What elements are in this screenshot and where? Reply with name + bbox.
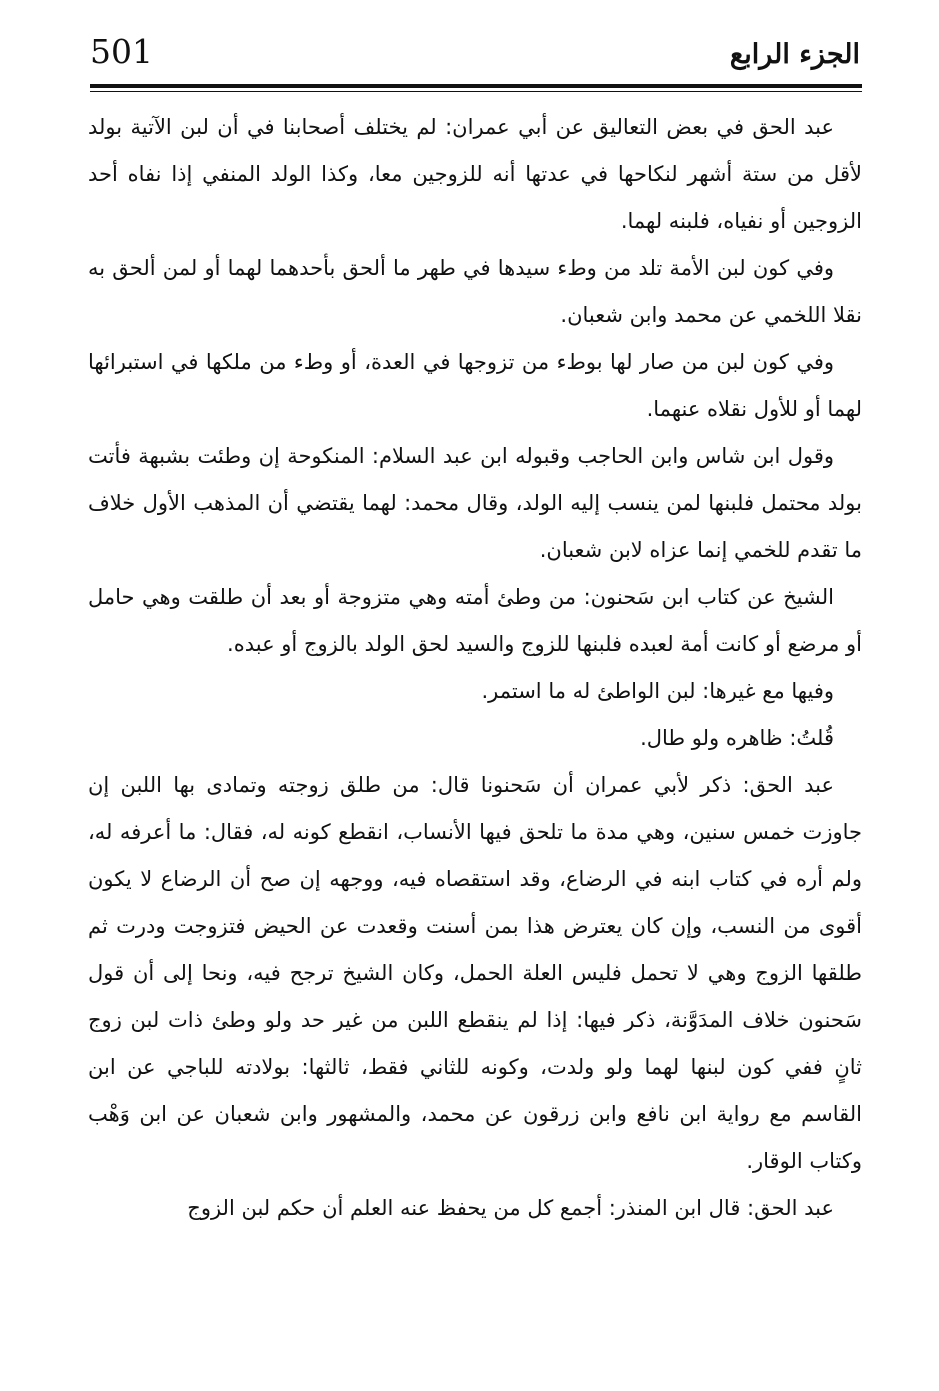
- paragraph: وفي كون لبن من صار لها بوطء من تزوجها في العدة، أو وطء من ملكها في استبرائها لهما أو للأول نقلاه عنهما.: [88, 350, 862, 421]
- header-rule-thick: [90, 84, 862, 88]
- page-header: [90, 28, 860, 80]
- page-number: 501: [90, 32, 153, 71]
- paragraph: الشيخ عن كتاب ابن سَحنون: من وطئ أمته وهي متزوجة أو بعد أن طلقت وهي حامل أو مرضع أو كانت أمة لعبده فلبنها للزوج والسيد لحق الولد بالزوج أو عبده.: [88, 585, 862, 656]
- paragraph: وفيها مع غيرها: لبن الواطئ له ما استمر.: [481, 679, 834, 703]
- running-title: الجزء الرابع: [729, 39, 860, 70]
- header-rule-thin: [90, 91, 862, 92]
- paragraph: عبد الحق في بعض التعاليق عن أبي عمران: لم يختلف أصحابنا في أن لبن الآتية بولد لأقل من ستة أشهر لنكاحها في عدتها أنه للزوجين معا، وكذا الولد المنفي إذا نفاه أحد الزوجين أو نفياه، فلبنه لهما.: [88, 115, 862, 233]
- paragraph: وفي كون لبن الأمة تلد من وطء سيدها في طهر ما ألحق بأحدهما لهما أو لمن ألحق به نقلا اللخمي عن محمد وابن شعبان.: [88, 256, 862, 327]
- paragraph: عبد الحق: قال ابن المنذر: أجمع كل من يحفظ عنه العلم أن حكم لبن الزوج: [187, 1196, 834, 1220]
- paragraph: قُلتُ: ظاهره ولو طال.: [640, 726, 834, 750]
- paragraph: وقول ابن شاس وابن الحاجب وقبوله ابن عبد السلام: المنكوحة إن وطئت بشبهة فأتت بولد محتمل فلبنها لمن ينسب إليه الولد، وقال محمد: لهما يقتضي أن المذهب الأول خلاف ما تقدم للخمي إنما عزاه لابن شعبان.: [88, 444, 862, 562]
- body-text: [88, 104, 862, 1379]
- paragraph: عبد الحق: ذكر لأبي عمران أن سَحنونا قال: من طلق زوجته وتمادى بها اللبن إن جاوزت خمس سنين، وهي مدة ما تلحق فيها الأنساب، انقطع كونه له، فقال: ما أعرفه له، ولم أره في كتاب ابنه في الرضاع، وقد استقصاه فيه، ووجهه إن صح أن الرضاع لا يكون أقوى من النسب، وإن كان يعترض هذا بمن أسنت وقعدت عن الحيض فتزوجت ودرت ثم طلقها الزوج وهي لا تحمل فليس العلة الحمل، وكان الشيخ ترجح فيه، ونحا إلى أن قول سَحنون خلاف المدَوَّنة، ذكر فيها: إذا لم ينقطع اللبن من غير حد ولو وطئ ذات لبن زوج ثانٍ ففي كون لبنها لهما ولو ولدت، وكونه للثاني فقط، ثالثها: بولادته للباجي عن ابن القاسم مع رواية ابن نافع وابن زرقون عن محمد، والمشهور وابن شعبان عن ابن وَهْب وكتاب الوقار.: [88, 773, 862, 1173]
